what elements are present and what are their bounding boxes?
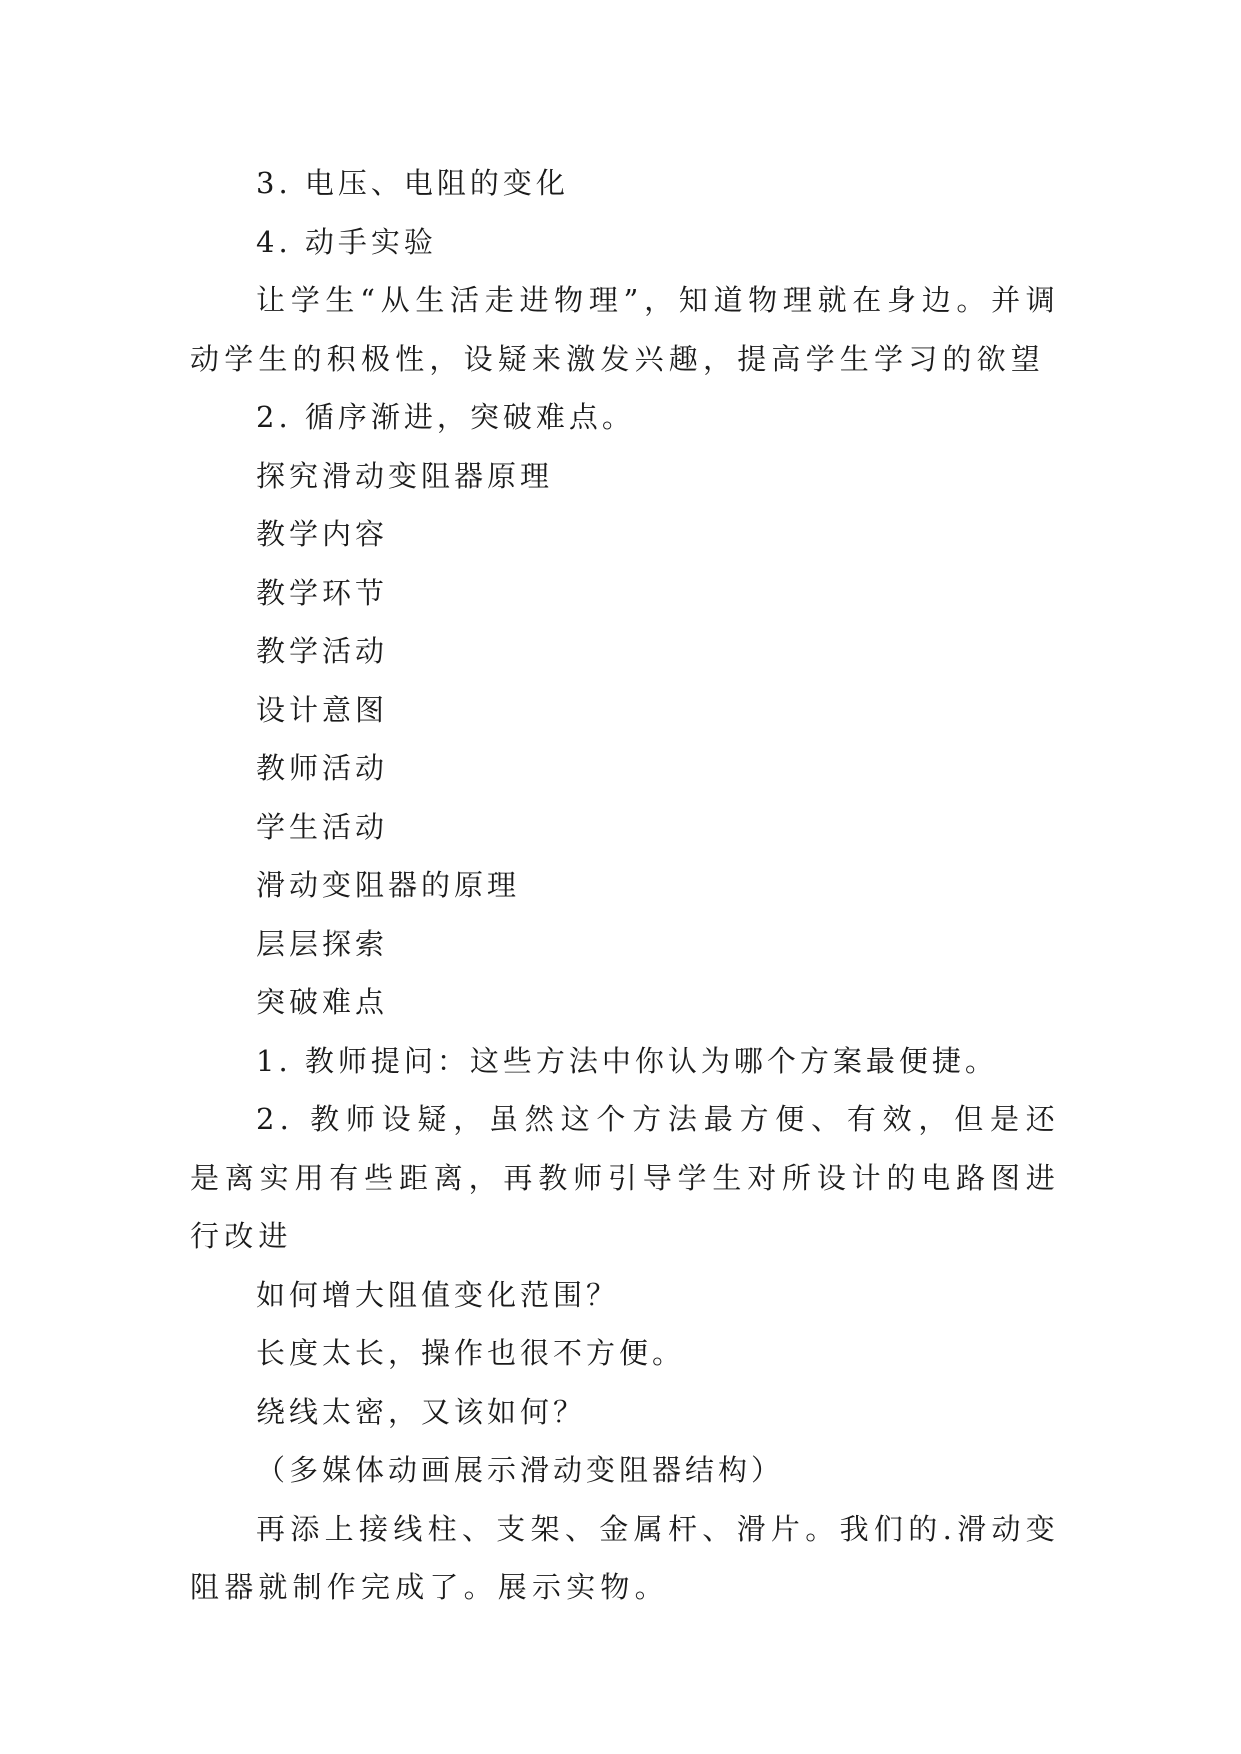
paragraph-too-long: 长度太长，操作也很不方便。 [256, 1336, 686, 1370]
paragraph-teaching-activity: 教学活动 [256, 634, 389, 668]
document-body [190, 154, 1060, 1617]
paragraph-student-activity: 学生活动 [256, 809, 389, 844]
paragraph-design-intent: 设计意图 [256, 692, 389, 727]
paragraph-break-through-difficulty: 突破难点 [256, 985, 389, 1019]
paragraph-teacher-doubt: 2. 教师设疑，虽然这个方法最方便、有效，但是还是离实用有些距离，再教师引导学生对所设计的电路图进行改进 [190, 1102, 1060, 1253]
paragraph-too-dense: 绕线太密，又该如何？ [256, 1394, 587, 1429]
paragraph-increase-range: 如何增大阻值变化范围？ [256, 1277, 620, 1312]
paragraph-teaching-stage: 教学环节 [256, 575, 389, 610]
paragraph-voltage-resistance-change: 3. 电压、电阻的变化 [256, 166, 569, 200]
paragraph-layered-exploration: 层层探索 [256, 926, 389, 961]
paragraph-teaching-content: 教学内容 [256, 517, 389, 551]
paragraph-rheostat-principle: 滑动变阻器的原理 [256, 868, 521, 902]
paragraph-explore-rheostat-principle: 探究滑动变阻器原理 [256, 458, 554, 493]
paragraph-teacher-activity: 教师活动 [256, 751, 389, 785]
paragraph-teacher-question: 1. 教师提问：这些方法中你认为哪个方案最便捷。 [256, 1043, 998, 1078]
paragraph-step-by-step: 2. 循序渐进，突破难点。 [256, 400, 635, 434]
paragraph-add-parts: 再添上接线柱、支架、金属杆、滑片。我们的.滑动变阻器就制作完成了。展示实物。 [190, 1511, 1060, 1604]
paragraph-hands-on-experiment: 4. 动手实验 [256, 224, 437, 259]
paragraph-multimedia-animation: （多媒体动画展示滑动变阻器结构） [256, 1453, 785, 1487]
paragraph-from-life-to-physics: 让学生“从生活走进物理”，知道物理就在身边。并调动学生的积极性，设疑来激发兴趣，提高学生学习的欲望 [190, 283, 1060, 376]
